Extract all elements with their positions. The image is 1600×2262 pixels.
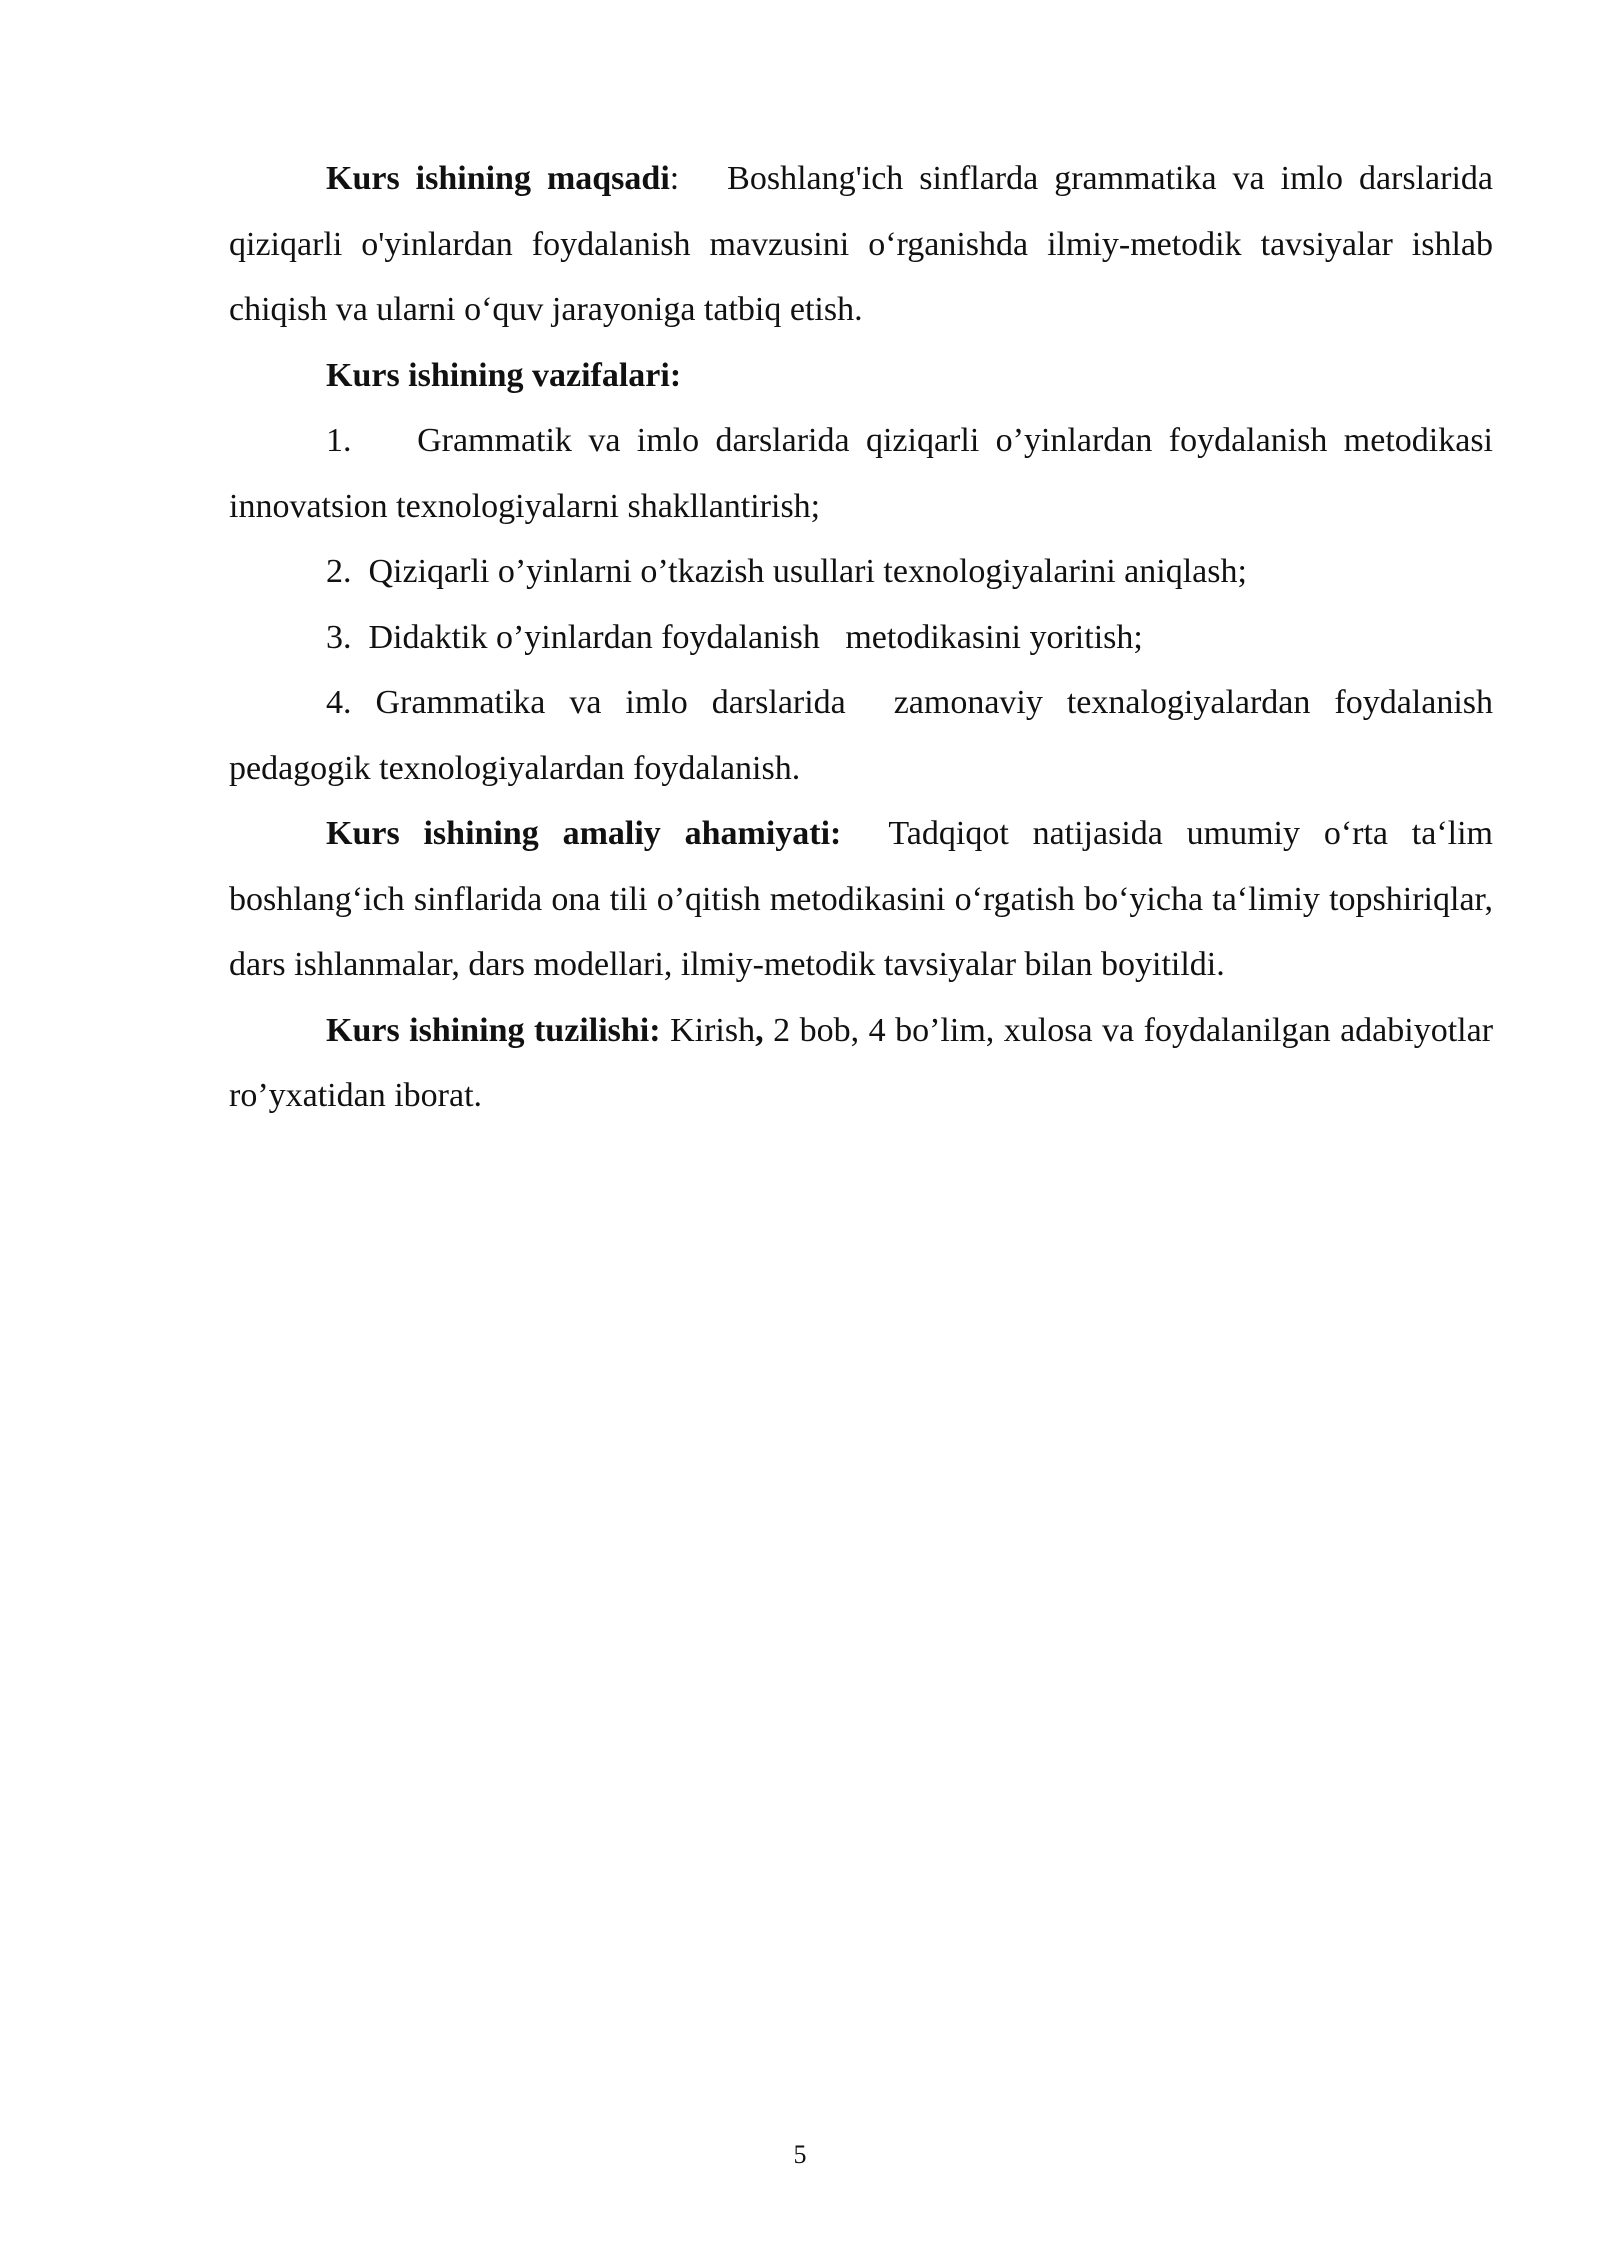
significance-label: Kurs ishining amaliy ahamiyati: (326, 815, 842, 852)
task-item: 1. Grammatik va imlo darslarida qiziqarli o’yinlardan foydalanish metodikasi innovatsion texnologiyalarni shakllantirish; (229, 422, 1493, 525)
page-number: 5 (793, 2140, 807, 2169)
task-item: 2. Qiziqarli o’yinlarni o’tkazish usullari texnologiyalarini aniqlash; (326, 553, 1247, 590)
goal-colon: : (669, 160, 680, 197)
document-page (229, 146, 1493, 1129)
significance-text: Tadqiqot natijasida umumiy o‘rta ta‘lim boshlang‘ich sinflarida ona tili o’qitish metodikasini o‘rgatish bo‘yicha ta‘limiy topshiriqlar, dars ishlanmalar, dars modellari, ilmiy-metodik tavsiyalar bilan boyitildi. (229, 815, 1493, 983)
task-item: 4. Grammatika va imlo darslarida zamonaviy texnalogiyalardan foydalanish pedagogik texnologiyalardan foydalanish. (229, 684, 1493, 787)
structure-label: Kurs ishining tuzilishi: (326, 1011, 661, 1049)
structure-comma: , (755, 1011, 764, 1049)
goal-paragraph (229, 146, 1493, 343)
goal-label: Kurs ishining maqsadi (326, 160, 670, 197)
structure-text-end: 2 bob, 4 bo’lim, xulosa va foydalanilgan adabiyotlar ro’yxatidan iborat. (229, 1011, 1494, 1114)
structure-text-start: Kirish (670, 1011, 756, 1049)
tasks-heading: Kurs ishining vazifalari: (326, 356, 682, 394)
structure-paragraph (229, 998, 1493, 1129)
task-item: 3. Didaktik o’yinlardan foydalanish metodikasini yoritish; (326, 618, 1143, 656)
significance-paragraph (229, 801, 1493, 998)
goal-text: Boshlang'ich sinflarda grammatika va imlo darslarida qiziqarli o'yinlardan foydalanish mavzusini o‘rganishda ilmiy-metodik tavsiyalar ishlab chiqish va ularni o‘quv jarayoniga tatbiq etish. (229, 160, 1493, 328)
